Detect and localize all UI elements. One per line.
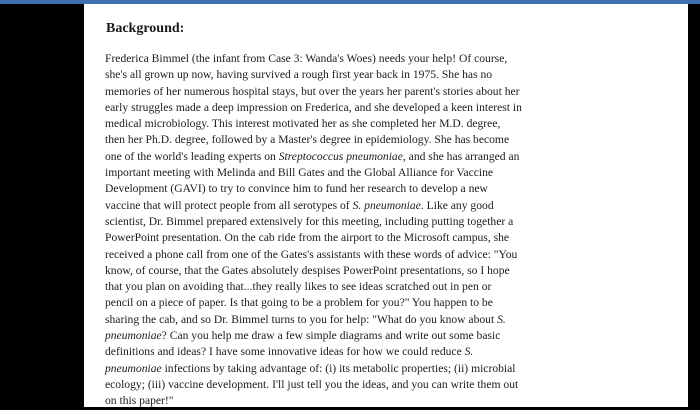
paragraph-line: [105, 181, 625, 197]
text-run: definitions and ideas? I have some innovative ideas for how we could reduce: [105, 345, 465, 359]
italic-text-run: Streptococcus pneumoniae: [278, 149, 403, 163]
paragraph-line: [105, 116, 625, 132]
paragraph-line: [105, 312, 625, 328]
italic-text-run: S.: [464, 345, 474, 359]
text-run: on this paper!": [105, 394, 174, 408]
text-run: that you plan on avoiding that...they really likes to see ideas scratched out in pen or: [105, 280, 492, 294]
text-run: PowerPoint presentation. On the cab ride from the airport to the Microsoft campus, she: [105, 231, 510, 245]
text-run: know, of course, that the Gates absolutely despises PowerPoint presentations, so I hope: [105, 263, 510, 277]
text-run: pencil on a piece of paper. Is that going to be a problem for you?" You happen to be: [105, 296, 493, 310]
paragraph-line: [105, 377, 625, 393]
text-run: medical microbiology. This interest motivated her as she completed her M.D. degree,: [105, 117, 501, 131]
text-run: , and she has arranged an: [402, 149, 520, 163]
paragraph-line: [105, 393, 625, 409]
text-run: she's all grown up now, having survived a rough first year back in 1975. She has no: [105, 68, 493, 82]
text-run: ecology; (iii) vaccine development. I'll just tell you the ideas, and you can write them out: [105, 377, 519, 391]
paragraph-line: [105, 132, 625, 148]
paragraph-line: [105, 247, 625, 263]
paragraph-line: [105, 51, 625, 67]
paragraph-line: [105, 344, 625, 360]
text-run: memories of her numerous hospital stays, but over the years her parent's stories about her: [105, 84, 520, 98]
text-run: Development (GAVI) to try to convince him to fund her research to develop a new: [105, 182, 488, 196]
paragraph-line: [105, 165, 625, 181]
text-run: early struggles made a deep impression on Frederica, and she developed a keen interest in: [105, 100, 522, 114]
background-paragraph: [105, 51, 625, 410]
italic-text-run: S.: [497, 312, 506, 326]
paragraph-line: [105, 84, 625, 100]
paragraph-line: [105, 149, 625, 165]
text-run: vaccine that will protect people from all serotypes of: [105, 198, 353, 212]
text-run: . Like any good: [420, 198, 494, 212]
paragraph-line: [105, 230, 625, 246]
section-heading: Background:: [106, 21, 185, 36]
italic-text-run: S. pneumoniae: [352, 198, 421, 212]
paragraph-line: [105, 263, 625, 279]
italic-text-run: pneumoniae: [105, 361, 162, 375]
paragraph-line: [105, 279, 625, 295]
text-run: scientist, Dr. Bimmel prepared extensively for this meeting, including putting together a: [105, 214, 514, 228]
text-run: ? Can you help me draw a few simple diagrams and write out some basic: [161, 329, 501, 343]
paragraph-line: [105, 198, 625, 214]
document-page: [84, 4, 688, 407]
text-run: sharing the cab, and so Dr. Bimmel turns to you for help: "What do you know about: [105, 312, 498, 326]
text-run: important meeting with Melinda and Bill Gates and the Global Alliance for Vaccine: [105, 166, 494, 180]
paragraph-line: [105, 100, 625, 116]
text-run: received a phone call from one of the Gates's assistants with these words of advice: "You: [105, 247, 518, 261]
text-run: Frederica Bimmel (the infant from Case 3: Wanda's Woes) needs your help! Of course,: [105, 52, 508, 65]
paragraph-line: [105, 295, 625, 311]
text-run: infections by taking advantage of: (i) its metabolic properties; (ii) microbial: [161, 361, 516, 375]
paragraph-line: [105, 361, 625, 377]
paragraph-line: [105, 328, 625, 344]
italic-text-run: pneumoniae: [105, 329, 162, 343]
paragraph-line: [105, 214, 625, 230]
paragraph-line: [105, 67, 625, 83]
text-run: then her Ph.D. degree, followed by a Master's degree in epidemiology. She has become: [105, 133, 510, 147]
text-run: one of the world's leading experts on: [105, 149, 279, 163]
